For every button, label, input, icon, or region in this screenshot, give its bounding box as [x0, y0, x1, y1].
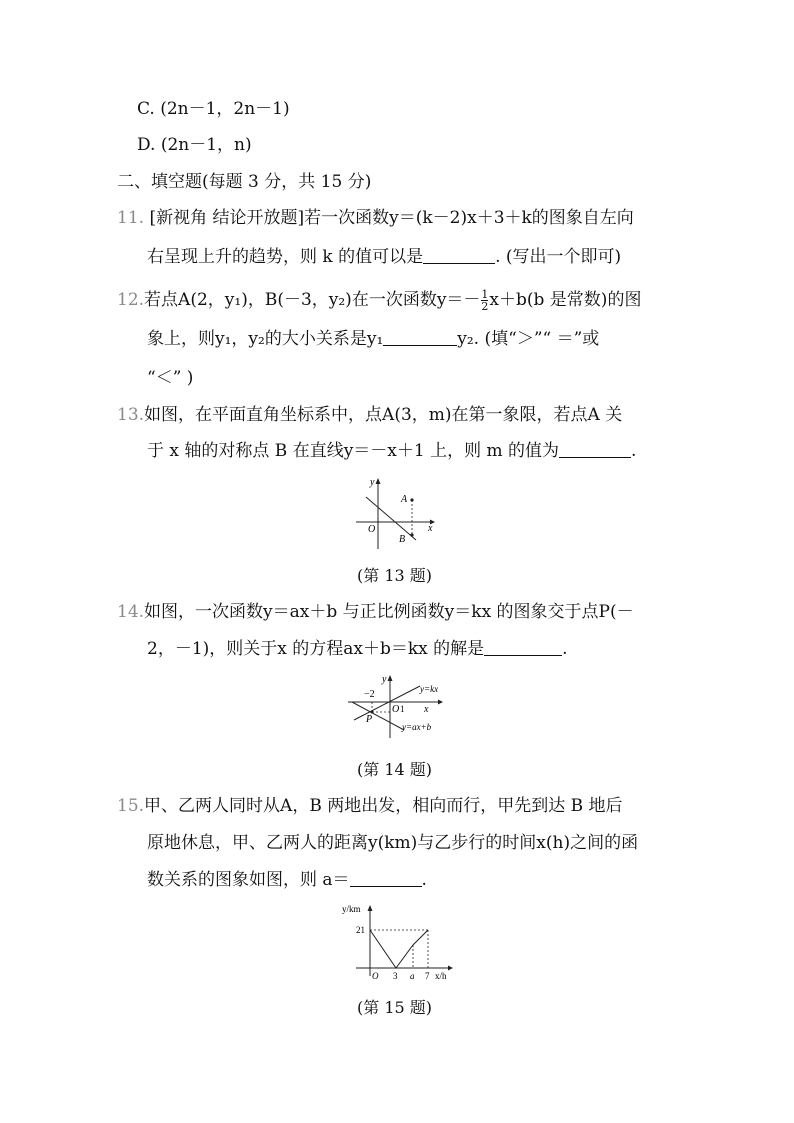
section-title: 二、填空题(每题 3 分，共 15 分)	[117, 172, 372, 192]
question-text: y₂. (填“＞”“ ＝”或	[457, 329, 600, 349]
y-axis-label: y/km	[342, 904, 361, 914]
answer-blank[interactable]	[484, 639, 562, 656]
question-15-line-1	[117, 795, 623, 817]
fraction-numerator: 1	[481, 288, 489, 301]
question-number: 11.	[117, 208, 145, 228]
question-text: 如图，一次函数y＝ax＋b 与正比例函数y＝kx 的图象交于点P(－	[144, 602, 634, 622]
question-text: 数关系的图象如图，则 a＝	[147, 870, 350, 890]
y-label: y	[382, 674, 387, 685]
answer-blank[interactable]	[350, 870, 422, 887]
caption-13: (第 13 题)	[357, 566, 433, 585]
label-y-ax-b: y=ax+b	[402, 722, 432, 732]
tick-a-label: a	[410, 971, 415, 981]
question-13-line-2	[147, 440, 636, 462]
y-axis-arrow	[376, 478, 381, 484]
question-text: x＋b(b 是常数)的图	[489, 290, 642, 310]
point-b-label: B	[399, 534, 406, 545]
tick-3-label: 3	[393, 971, 398, 981]
question-text: . (写出一个即可)	[495, 247, 622, 267]
question-12-line-1	[117, 289, 641, 312]
figure-14	[346, 672, 452, 742]
point-b	[410, 533, 413, 536]
figure-15	[336, 900, 460, 986]
question-text: 象上，则y₁，y₂的大小关系是y₁	[147, 329, 384, 349]
question-12-line-2	[147, 328, 599, 350]
x-axis-label: x/h	[435, 971, 447, 981]
question-11-line-2	[147, 246, 621, 268]
question-number: 13.	[117, 405, 145, 425]
distance-curve	[370, 930, 428, 968]
answer-blank[interactable]	[559, 441, 631, 458]
origin-label: O	[392, 704, 400, 715]
option-c: C. (2n－1，2n－1)	[137, 99, 290, 119]
answer-blank[interactable]	[383, 329, 457, 346]
caption-15: (第 15 题)	[357, 998, 433, 1017]
question-text: [新视角 结论开放题]若一次函数y＝(k－2)x＋3＋k的图象自左向	[144, 208, 634, 228]
y-axis-arrow	[368, 905, 373, 911]
value-21-label: 21	[356, 925, 365, 935]
question-15-line-3	[147, 869, 427, 891]
y-label: y	[370, 477, 375, 488]
origin-label: O	[368, 524, 376, 535]
x-axis-arrow	[438, 700, 443, 705]
x-axis-arrow	[448, 966, 453, 971]
question-text: .	[421, 870, 427, 890]
question-15-line-2: 原地休息，甲、乙两人的距离y(km)与乙步行的时间x(h)之间的函	[147, 833, 639, 853]
question-12-line-3: “＜” )	[147, 368, 194, 388]
question-14-line-2	[147, 638, 568, 660]
question-11-line-1	[117, 207, 634, 229]
caption-14: (第 14 题)	[357, 760, 433, 779]
question-text: .	[631, 441, 637, 461]
question-number: 14.	[117, 602, 145, 622]
origin-label: O	[372, 971, 379, 981]
y-axis-arrow	[388, 675, 393, 681]
question-text: 若点A(2，y₁)，B(－3，y₂)在一次函数y＝－	[144, 290, 481, 310]
question-number: 12.	[117, 290, 145, 310]
question-13-line-1	[117, 404, 622, 426]
question-14-line-1	[117, 601, 634, 623]
label-y-kx: y=kx	[420, 684, 439, 694]
fraction-denominator: 2	[481, 300, 489, 313]
question-text: 甲、乙两人同时从A，B 两地出发，相向而行，甲先到达 B 地后	[144, 796, 623, 816]
tick-7-label: 7	[425, 971, 430, 981]
option-d: D. (2n－1，n)	[137, 135, 252, 155]
point-a-label: A	[401, 494, 408, 505]
fraction	[481, 289, 488, 312]
question-text: 2，－1)，则关于x 的方程ax＋b＝kx 的解是	[147, 639, 485, 659]
answer-blank[interactable]	[423, 247, 495, 264]
question-text: 右呈现上升的趋势，则 k 的值可以是	[147, 247, 424, 267]
question-text: 如图，在平面直角坐标系中，点A(3，m)在第一象限，若点A 关	[144, 405, 623, 425]
neg-2-label: −2	[364, 689, 375, 700]
question-number: 15.	[117, 796, 145, 816]
point-a	[410, 498, 413, 501]
point-p-label: P	[366, 714, 373, 725]
question-text: 于 x 轴的对称点 B 在直线y＝－x＋1 上，则 m 的值为	[147, 441, 560, 461]
x-label: x	[428, 523, 433, 534]
one-label: 1	[400, 704, 405, 714]
question-text: .	[562, 639, 568, 659]
figure-13	[350, 473, 440, 553]
x-label: x	[424, 704, 429, 715]
